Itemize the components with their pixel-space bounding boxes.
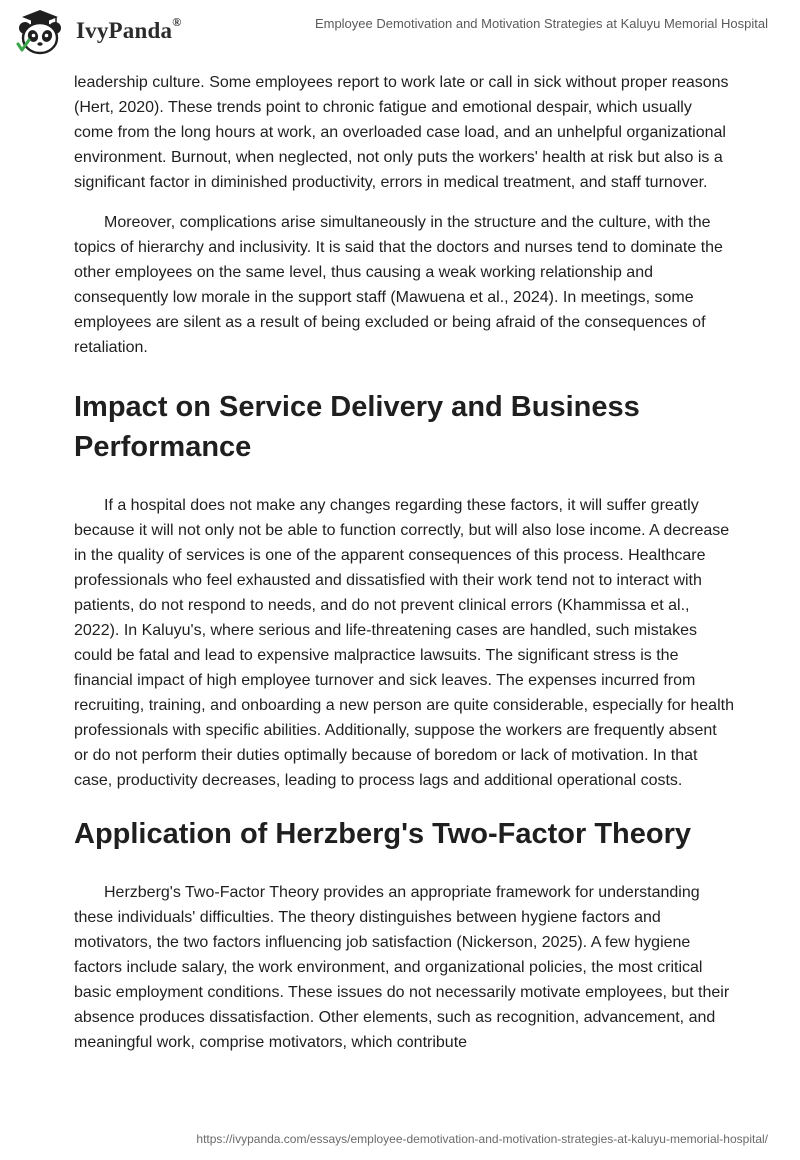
paragraph-impact: If a hospital does not make any changes regarding these factors, it will suffer greatly because it will not only not be able to function correctly, but will also lose income. A decrease in the quality of services is one of the apparent consequences of this process. Healthcare professionals who feel exhausted and dissatisfied with their work tend not to interact with patients, do not respond to needs, and do not prevent clinical errors (Khammissa et al., 2022). In Kaluyu's, where serious and life-threatening cases are handled, such mistakes could be fatal and lead to expensive malpractice lawsuits. The significant stress is the financial impact of high employee turnover and sick leaves. The expenses incurred from recruiting, training, and onboarding a new person are quite considerable, especially for health professionals with specific abilities. Additionally, suppose the workers are frequently absent or do not perform their duties optimally because of boredom or lack of motivation. In that case, productivity decreases, leading to process lags and additional operational costs. bbox=[74, 497, 734, 789]
document-title: Employee Demotivation and Motivation Strategies at Kaluyu Memorial Hospital bbox=[314, 16, 768, 31]
source-url[interactable]: https://ivypanda.com/essays/employee-demotivation-and-motivation-strategies-at-kaluyu-memorial-hospital/ bbox=[196, 1132, 768, 1146]
heading-impact: Impact on Service Delivery and Business Performance bbox=[74, 391, 640, 463]
paragraph-herzberg: Herzberg's Two-Factor Theory provides an appropriate framework for understanding these individuals' difficulties. The theory distinguishes between hygiene factors and motivators, the two factors influencing job satisfaction (Nickerson, 2025). A few hygiene factors include salary, the work environment, and organizational policies, the most critical basic employment conditions. These issues do not necessarily motivate employees, but their absence produces dissatisfaction. Other elements, such as recognition, advancement, and meaningful work, comprise motivators, which contribute bbox=[74, 884, 730, 1051]
essay-content bbox=[74, 70, 734, 1070]
brand-name[interactable] bbox=[76, 15, 182, 44]
paragraph-hierarchy: Moreover, complications arise simultaneously in the structure and the culture, with the topics of hierarchy and inclusivity. It is said that the doctors and nurses tend to dominate the other employees on the same level, thus causing a weak working relationship and consequently low morale in the support staff (Mawuena et al., 2024). In meetings, some employees are silent as a result of being excluded or being afraid of the consequences of retaliation. bbox=[74, 214, 723, 356]
brand-text[interactable]: IvyPanda bbox=[76, 18, 173, 43]
registered-mark: ® bbox=[172, 15, 182, 30]
panda-graduate-logo-icon[interactable] bbox=[14, 8, 66, 56]
heading-herzberg: Application of Herzberg's Two-Factor Theory bbox=[74, 818, 692, 850]
paragraph-continuation: leadership culture. Some employees report to work late or call in sick without proper reasons (Hert, 2020). These trends point to chronic fatigue and emotional despair, which usually come from the long hours at work, an overloaded case load, and an unhelpful organizational environment. Burnout, when neglected, not only puts the workers' health at risk but also is a significant factor in diminished productivity, errors in medical treatment, and staff turnover. bbox=[74, 74, 729, 191]
page-header bbox=[0, 0, 800, 60]
